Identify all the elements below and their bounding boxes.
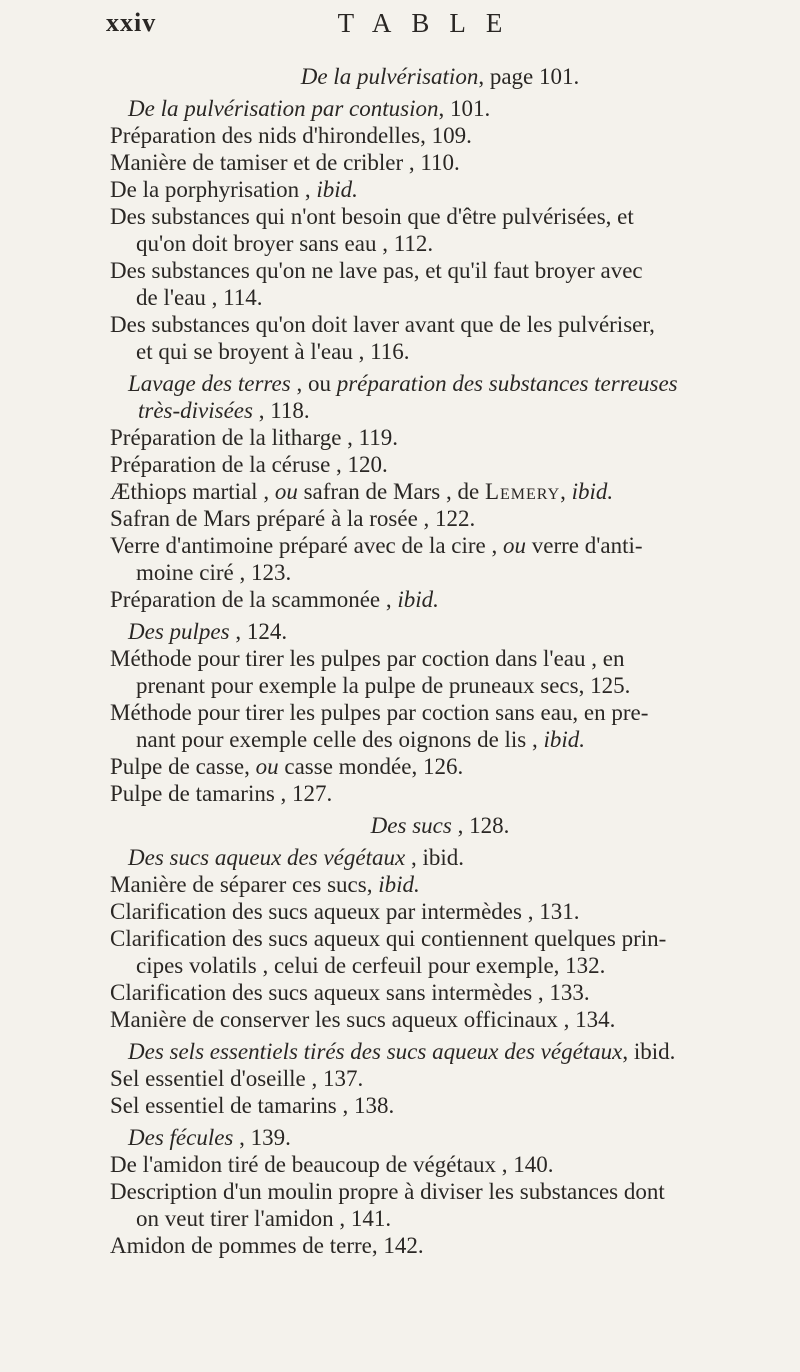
toc-entry (0, 451, 800, 478)
toc-line (0, 424, 800, 451)
toc-text: De la porphyrisation , (110, 177, 317, 202)
toc-text: Clarification des sucs aqueux par intermèdes , 131. (110, 899, 580, 924)
toc-text: , (560, 479, 572, 504)
toc-heading (0, 1038, 800, 1065)
toc-text: , 101. (438, 96, 491, 121)
toc-text: qu'on doit broyer sans eau , 112. (136, 231, 434, 256)
toc-line (0, 672, 800, 699)
toc-text: de l'eau , 114. (136, 285, 263, 310)
toc-text: ou (255, 754, 279, 779)
toc-heading (0, 370, 800, 424)
toc-entry (0, 699, 800, 753)
toc-entry (0, 311, 800, 365)
toc-line (0, 284, 800, 311)
page-number: xxiv (106, 8, 157, 37)
toc-line (0, 1232, 800, 1259)
toc-text: nant pour exemple celle des oignons de lis , (136, 727, 544, 752)
toc-text: ou (503, 533, 527, 558)
toc-entry (0, 871, 800, 898)
toc-text: Sel essentiel de tamarins , 138. (110, 1093, 395, 1118)
toc-text: Préparation des nids d'hirondelles, 109. (110, 123, 472, 148)
toc-entry (0, 1006, 800, 1033)
toc-line (0, 871, 800, 898)
toc-line (0, 812, 800, 839)
toc-text: casse mondée, 126. (278, 754, 464, 779)
toc-text: Manière de tamiser et de cribler , 110. (110, 150, 460, 175)
toc-line (0, 844, 800, 871)
toc-line (0, 1092, 800, 1119)
toc-heading (0, 95, 800, 122)
toc-text: Verre d'antimoine préparé avec de la cire , (110, 533, 504, 558)
toc-entry (0, 1092, 800, 1119)
toc-entry (0, 1151, 800, 1178)
toc-text: ibid. (543, 727, 586, 752)
toc-line (0, 618, 800, 645)
toc-heading (0, 812, 800, 839)
toc-entry (0, 424, 800, 451)
toc-line (0, 898, 800, 925)
toc-line (0, 1178, 800, 1205)
toc-line (0, 1038, 800, 1065)
toc-line (0, 726, 800, 753)
toc-text: Des fécules (128, 1125, 234, 1150)
toc-entry (0, 1065, 800, 1092)
toc-line (0, 370, 800, 397)
toc-line (0, 1151, 800, 1178)
toc-text: De la pulvérisation (300, 64, 479, 89)
toc-entry (0, 478, 800, 505)
toc-text: Safran de Mars préparé à la rosée , 122. (110, 506, 476, 531)
toc-entry (0, 1232, 800, 1259)
toc-text: Sel essentiel d'oseille , 137. (110, 1066, 364, 1091)
toc-text: Préparation de la scammonée , (110, 587, 398, 612)
toc-entry (0, 925, 800, 979)
toc-text: verre d'anti- (526, 533, 643, 558)
toc-text: , ou (290, 371, 337, 396)
toc-line (0, 925, 800, 952)
toc-heading (0, 844, 800, 871)
toc-text: Méthode pour tirer les pulpes par coction dans l'eau , en (110, 646, 625, 671)
toc-entry (0, 122, 800, 149)
toc-text: Lemery (484, 479, 561, 504)
toc-text: ibid. (316, 177, 358, 202)
toc-line (0, 122, 800, 149)
toc-line (0, 1065, 800, 1092)
toc-text: ou (274, 479, 298, 504)
toc-line (0, 1006, 800, 1033)
running-title: TABLE (337, 8, 523, 38)
toc-text: préparation des substances terreuses (336, 371, 678, 396)
toc-line (0, 451, 800, 478)
toc-text: Des pulpes (128, 619, 230, 644)
toc-line (0, 1205, 800, 1232)
toc-text: Pulpe de tamarins , 127. (110, 781, 333, 806)
toc-text: Clarification des sucs aqueux sans intermèdes , 133. (110, 980, 590, 1005)
toc-text: ibid. (378, 872, 420, 897)
toc-line (0, 559, 800, 586)
toc-entry (0, 176, 800, 203)
toc-line (0, 257, 800, 284)
toc-text: et qui se broyent à l'eau , 116. (136, 339, 410, 364)
toc-line (0, 311, 800, 338)
toc-text: Manière de séparer ces sucs, (110, 872, 379, 897)
toc-line (0, 397, 800, 424)
toc-line (0, 532, 800, 559)
toc-line (0, 149, 800, 176)
toc-line (0, 63, 800, 90)
toc-line (0, 753, 800, 780)
toc-entry (0, 586, 800, 613)
toc-text: Description d'un moulin propre à diviser les substances dont (110, 1179, 665, 1204)
toc-line (0, 952, 800, 979)
toc-line (0, 176, 800, 203)
toc-heading (0, 63, 800, 90)
toc-line (0, 338, 800, 365)
toc-text: Amidon de pommes de terre, 142. (110, 1233, 424, 1258)
page-header (0, 4, 800, 54)
toc-entry (0, 257, 800, 311)
toc-line (0, 95, 800, 122)
toc-line (0, 645, 800, 672)
toc-text: Manière de conserver les sucs aqueux officinaux , 134. (110, 1007, 616, 1032)
toc-entry (0, 753, 800, 780)
toc-line (0, 478, 800, 505)
toc-text: , 118. (252, 398, 310, 423)
toc-text: , page 101. (478, 64, 580, 89)
toc-text: safran de Mars , de (297, 479, 485, 504)
toc-entry (0, 1178, 800, 1232)
toc-text: moine ciré , 123. (136, 560, 292, 585)
toc-heading (0, 618, 800, 645)
toc-text: De l'amidon tiré de beaucoup de végétaux , 140. (110, 1152, 554, 1177)
toc-entry (0, 532, 800, 586)
toc-entry (0, 203, 800, 257)
toc-text: Des sucs aqueux des végétaux (128, 845, 406, 870)
toc-line (0, 1124, 800, 1151)
toc-text: , 139. (233, 1125, 291, 1150)
toc-heading (0, 1124, 800, 1151)
toc-entry (0, 645, 800, 699)
toc-line (0, 586, 800, 613)
toc-text: , ibid. (622, 1039, 676, 1064)
toc-text: on veut tirer l'amidon , 141. (136, 1206, 392, 1231)
toc-text: cipes volatils , celui de cerfeuil pour exemple, 132. (136, 953, 606, 978)
toc-line (0, 699, 800, 726)
toc-text: ibid. (397, 587, 439, 612)
toc-entry (0, 979, 800, 1006)
toc-text: Des substances qu'on doit laver avant que de les pulvériser, (110, 312, 655, 337)
toc-text: Pulpe de casse, (110, 754, 256, 779)
toc-text: , 128. (451, 813, 510, 838)
toc-text: , 124. (229, 619, 288, 644)
toc-text: Méthode pour tirer les pulpes par coction sans eau, en pre- (110, 700, 649, 725)
toc-text: Des sels essentiels tirés des sucs aqueux des végétaux (128, 1039, 623, 1064)
toc-line (0, 505, 800, 532)
toc-entry (0, 505, 800, 532)
toc-text: Lavage des terres (128, 371, 291, 396)
toc-line (0, 203, 800, 230)
toc-text: Des substances qui n'ont besoin que d'être pulvérisées, et (110, 204, 634, 229)
toc-text: Clarification des sucs aqueux qui contiennent quelques prin- (110, 926, 667, 951)
toc-entry (0, 149, 800, 176)
toc-text: , ibid. (405, 845, 464, 870)
toc-text: Des sucs (370, 813, 452, 838)
toc-text: Préparation de la litharge , 119. (110, 425, 399, 450)
toc-entry (0, 780, 800, 807)
toc-line (0, 979, 800, 1006)
toc-line (0, 230, 800, 257)
toc-text: très-divisées (138, 398, 253, 423)
toc-text: De la pulvérisation par contusion (128, 96, 439, 121)
toc-text: Æthiops martial , (110, 479, 275, 504)
toc-text: Préparation de la céruse , 120. (110, 452, 388, 477)
toc-text: Des substances qu'on ne lave pas, et qu'il faut broyer avec (110, 258, 643, 283)
toc-line (0, 780, 800, 807)
toc-text: prenant pour exemple la pulpe de pruneaux secs, 125. (136, 673, 631, 698)
table-of-contents (0, 58, 800, 1259)
toc-entry (0, 898, 800, 925)
toc-text: ibid. (571, 479, 614, 504)
